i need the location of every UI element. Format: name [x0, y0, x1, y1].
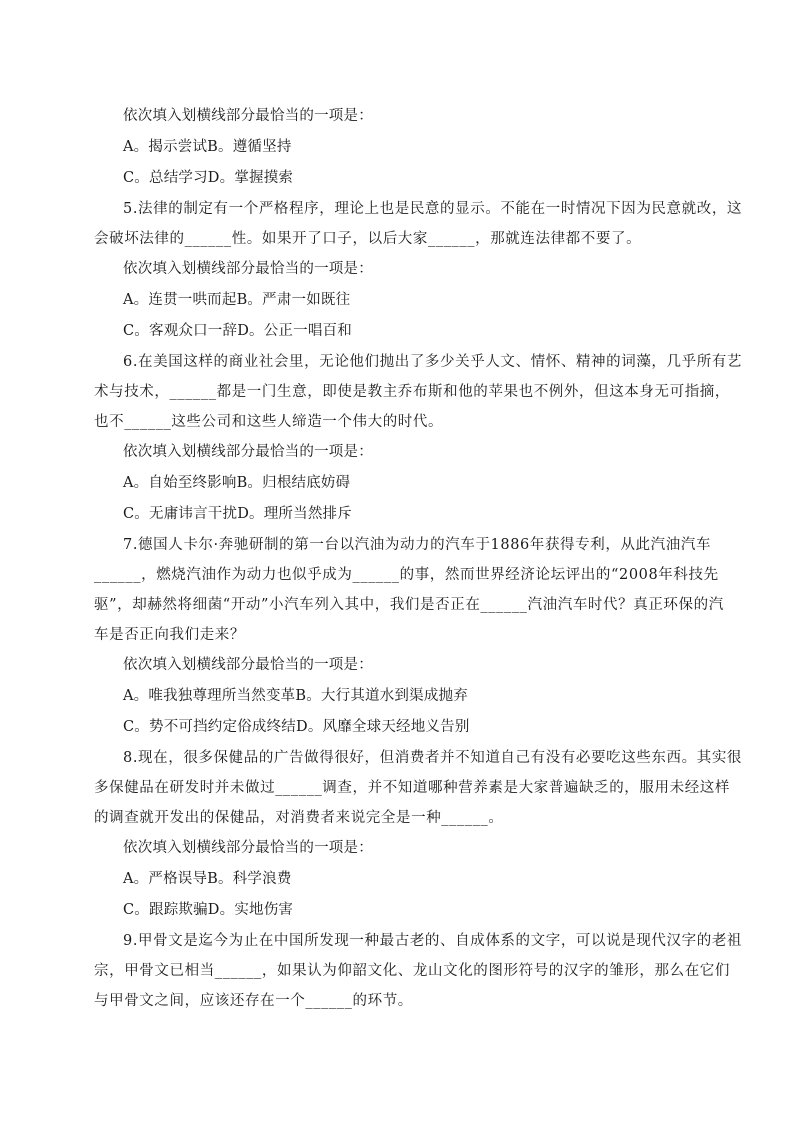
q9-row-3: 与甲骨文之间，应该还存在一个______的环节。 — [94, 993, 413, 1009]
q6-option-ab: A。自始至终影响B。归根结底妨碍 — [123, 475, 351, 491]
q8-row-1: 8.现在，很多保健品的广告做得很好，但消费者并不知道自己有没有必要吃这些东西。其实很 — [123, 750, 743, 766]
q6-prompt: 依次填入划横线部分最恰当的一项是： — [123, 444, 373, 460]
q8-option-ab: A。严格误导B。科学浪费 — [123, 871, 292, 887]
q5-prompt: 依次填入划横线部分最恰当的一项是： — [123, 261, 373, 277]
q9-question — [94, 926, 743, 1016]
q7-row-2: ______，燃烧汽油作为动力也似乎成为______的事，然而世界经济论坛评出的“2008年科技先 — [94, 567, 719, 583]
q8-row-2: 多保健品在研发时并未做过______调查，并不知道哪种营养素是大家普遍缺乏的，服用未经这样 — [94, 780, 730, 796]
q7-option-cd: C。势不可挡约定俗成终结D。风靡全球天经地义告别 — [123, 719, 470, 735]
q7-question — [94, 530, 724, 650]
q4-option-ab: A。揭示尝试B。遵循坚持 — [123, 139, 292, 155]
document-body — [94, 101, 743, 1016]
q5-row-1: 5.法律的制定有一个严格程序，理论上也是民意的显示。不能在一时情况下因为民意就改，这 — [123, 201, 743, 217]
q4-option-cd: C。总结学习D。掌握摸索 — [123, 170, 294, 186]
q5-option-ab: A。连贯一哄而起B。严肃一如既往 — [123, 292, 351, 308]
q9-row-1: 9.甲骨文是迄今为止在中国所发现一种最古老的、自成体系的文字，可以说是现代汉字的老祖 — [123, 933, 743, 949]
q7-row-1: 7.德国人卡尔·奔驰研制的第一台以汽油为动力的汽车于1886年获得专利，从此汽油汽车 — [123, 537, 712, 553]
q8-row-3: 的调查就开发出的保健品，对消费者来说完全是一种______。 — [94, 810, 504, 826]
q6-option-cd: C。无庸讳言干扰D。理所当然排斥 — [123, 506, 352, 522]
q8-option-cd: C。跟踪欺骗D。实地伤害 — [123, 902, 294, 918]
q5-question — [94, 194, 743, 254]
q7-option-ab: A。唯我独尊理所当然变革B。大行其道水到渠成抛弃 — [123, 688, 468, 704]
q6-row-2: 术与技术，______都是一门生意，即使是教主乔布斯和他的苹果也不例外，但这本身无可指摘， — [94, 384, 730, 400]
q6-row-1: 6.在美国这样的商业社会里，无论他们抛出了多少关乎人文、情怀、精神的词藻，几乎所有艺 — [123, 354, 743, 370]
q5-option-cd: C。客观众口一辞D。公正一唱百和 — [123, 323, 352, 339]
q5-row-2: 会破坏法律的______性。如果开了口子，以后大家______，那就连法律都不要了。 — [94, 231, 642, 247]
q6-row-3: 也不______这些公司和这些人缔造一个伟大的时代。 — [94, 414, 444, 430]
q7-row-4: 车是否正向我们走来？ — [94, 627, 245, 643]
q7-row-3: 驱”，却赫然将细菌“开动”小汽车列入其中，我们是否正在______汽油汽车时代？真正环保的汽 — [94, 597, 724, 613]
q4-prompt: 依次填入划横线部分最恰当的一项是： — [123, 108, 373, 124]
q6-question — [94, 347, 743, 437]
q8-prompt: 依次填入划横线部分最恰当的一项是： — [123, 840, 373, 856]
q9-row-2: 宗，甲骨文已相当______，如果认为仰韶文化、龙山文化的图形符号的汉字的雏形，那么在它们 — [94, 963, 730, 979]
q8-question — [94, 743, 743, 833]
q7-prompt: 依次填入划横线部分最恰当的一项是： — [123, 657, 373, 673]
